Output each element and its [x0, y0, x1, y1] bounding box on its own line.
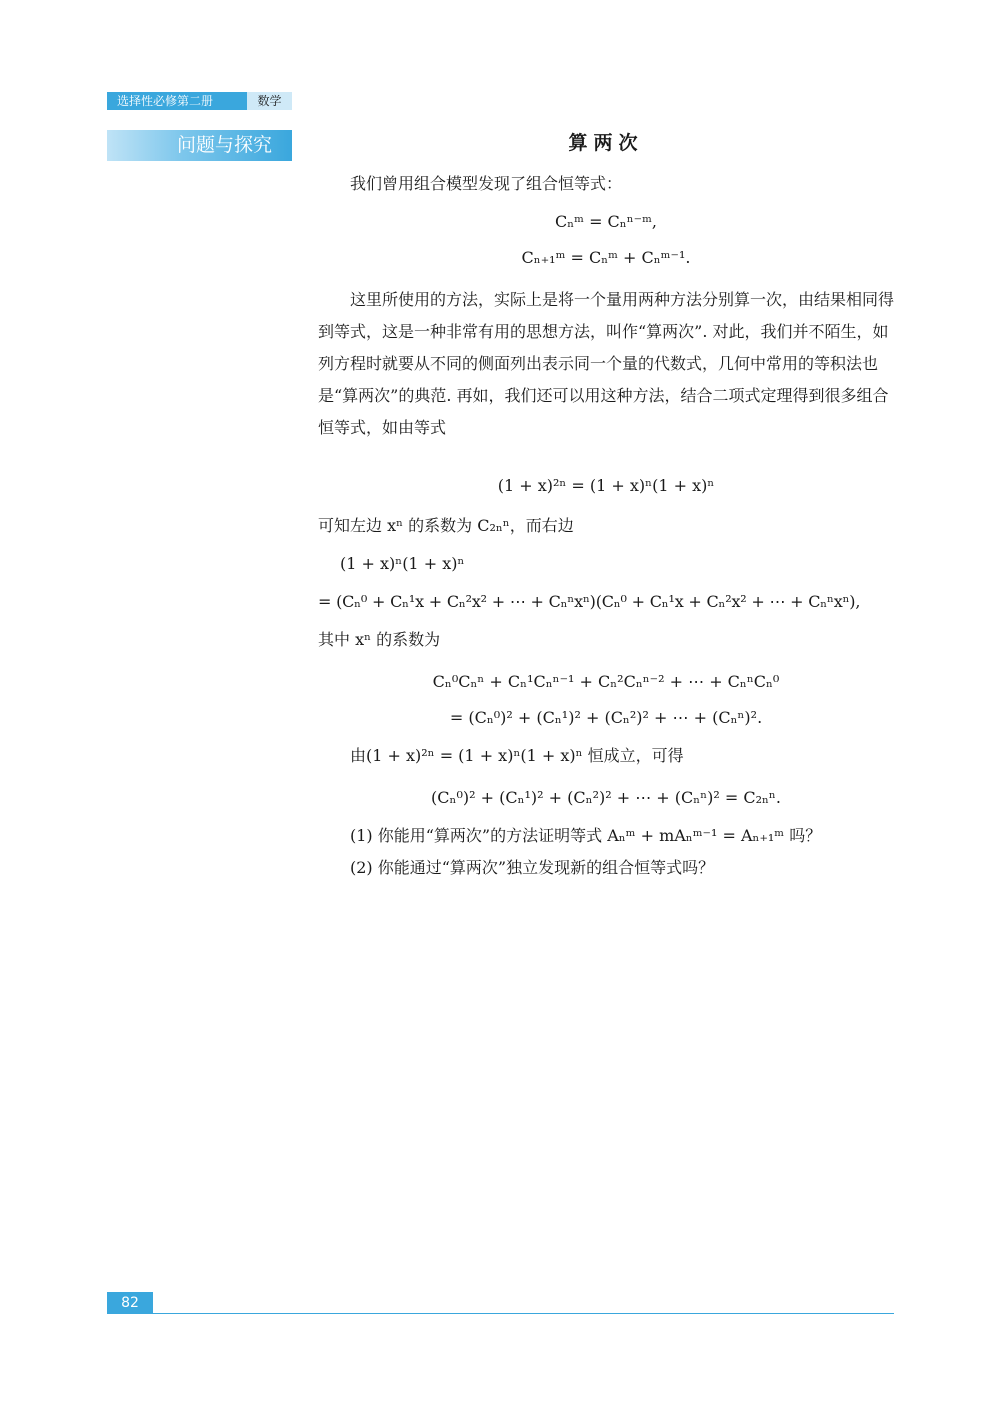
question-2: (2) 你能通过“算两次”独立发现新的组合恒等式吗？ [350, 858, 715, 877]
page-number: 82 [107, 1292, 153, 1314]
subject-label: 数学 [247, 92, 292, 110]
equation-4: (1 + x)ⁿ(1 + x)ⁿ [340, 554, 465, 573]
coefficient-paragraph: 其中 xⁿ 的系数为 [318, 630, 441, 649]
equation-7: = (Cₙ⁰)² + (Cₙ¹)² + (Cₙ²)² + ⋯ + (Cₙⁿ)². [449, 708, 763, 727]
footer-divider [153, 1313, 894, 1314]
equation-8: (Cₙ⁰)² + (Cₙ¹)² + (Cₙ²)² + ⋯ + (Cₙⁿ)² = C₂ₙⁿ. [431, 788, 781, 807]
book-title: 选择性必修第二册 [107, 92, 247, 110]
section-label: 问题与探究 [107, 130, 292, 161]
intro-paragraph: 我们曾用组合模型发现了组合恒等式： [350, 174, 623, 193]
left-side-paragraph: 可知左边 xⁿ 的系数为 C₂ₙⁿ，而右边 [318, 516, 574, 535]
equation-2: Cₙ₊₁ᵐ = Cₙᵐ + Cₙᵐ⁻¹. [521, 248, 691, 267]
equation-5: = (Cₙ⁰ + Cₙ¹x + Cₙ²x² + ⋯ + Cₙⁿxⁿ)(Cₙ⁰ + Cₙ¹x + Cₙ²x² + ⋯ + Cₙⁿxⁿ), [318, 592, 861, 611]
equation-6: Cₙ⁰Cₙⁿ + Cₙ¹Cₙⁿ⁻¹ + Cₙ²Cₙⁿ⁻² + ⋯ + CₙⁿCₙ⁰ [432, 672, 780, 691]
method-paragraph: 这里所使用的方法，实际上是将一个量用两种方法分别算一次，由结果相同得到等式，这是一种非常有用的思想方法，叫作“算两次”. 对此，我们并不陌生，如列方程时就要从不同的侧面列出表示同一个量的代数式，几何中常用的等积法也是“算两次”的典范. 再如，我们还可以用这种方法，结合二项式定理得到很多组合恒等式，如由等式 [318, 290, 895, 437]
page-title: 算两次 [568, 132, 644, 154]
equation-1: Cₙᵐ = Cₙⁿ⁻ᵐ, [555, 212, 657, 231]
since-paragraph: 由(1 + x)²ⁿ = (1 + x)ⁿ(1 + x)ⁿ 恒成立，可得 [350, 746, 684, 765]
equation-3: (1 + x)²ⁿ = (1 + x)ⁿ(1 + x)ⁿ [497, 476, 715, 495]
question-1: (1) 你能用“算两次”的方法证明等式 Aₙᵐ + mAₙᵐ⁻¹ = Aₙ₊₁ᵐ 吗？ [350, 826, 822, 845]
